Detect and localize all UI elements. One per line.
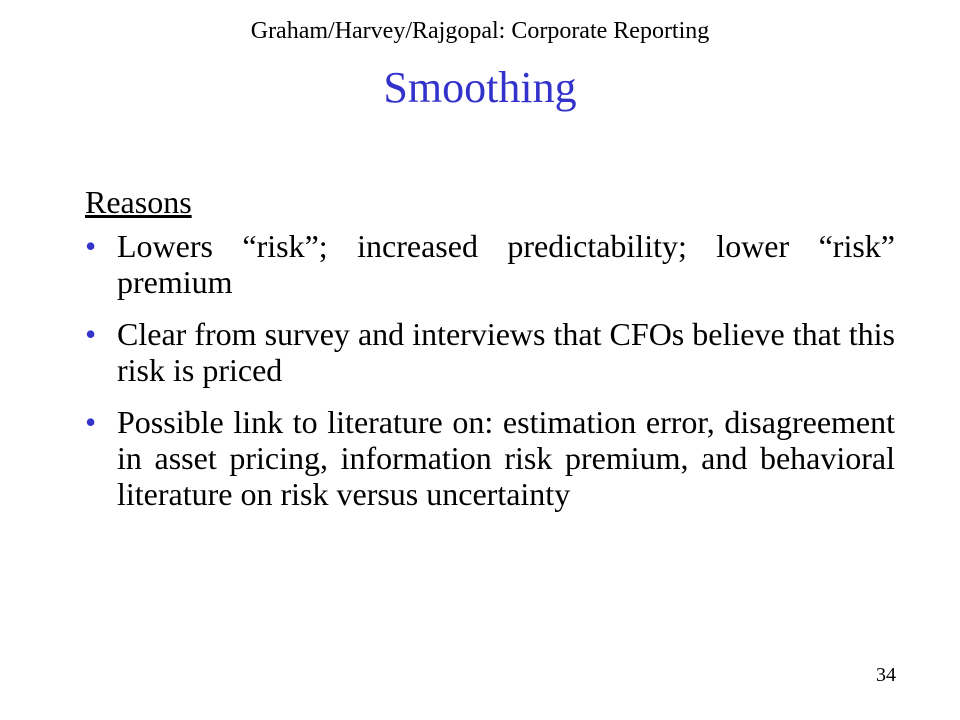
slide-title: Smoothing <box>383 63 577 112</box>
bullet-icon: • <box>85 316 97 352</box>
slide-header: Graham/Harvey/Rajgopal: Corporate Reporting <box>250 18 710 44</box>
page-number: 34 <box>876 664 896 686</box>
bullet-item <box>85 316 895 388</box>
bullet-icon: • <box>85 404 97 440</box>
bullet-text: Clear from survey and interviews that CFOs believe that this risk is priced <box>117 316 895 388</box>
bullet-item <box>85 228 895 300</box>
slide-body <box>85 180 895 528</box>
bullet-icon: • <box>85 228 97 264</box>
bullet-item <box>85 404 895 512</box>
reasons-subheading: Reasons <box>85 184 192 220</box>
bullet-text: Possible link to literature on: estimation error, disagreement in asset pricing, information risk premium, and behavioral literature on risk versus uncertainty <box>117 404 895 512</box>
bullet-text: Lowers “risk”; increased predictability; lower “risk” premium <box>117 228 895 300</box>
bullet-list <box>85 228 895 512</box>
